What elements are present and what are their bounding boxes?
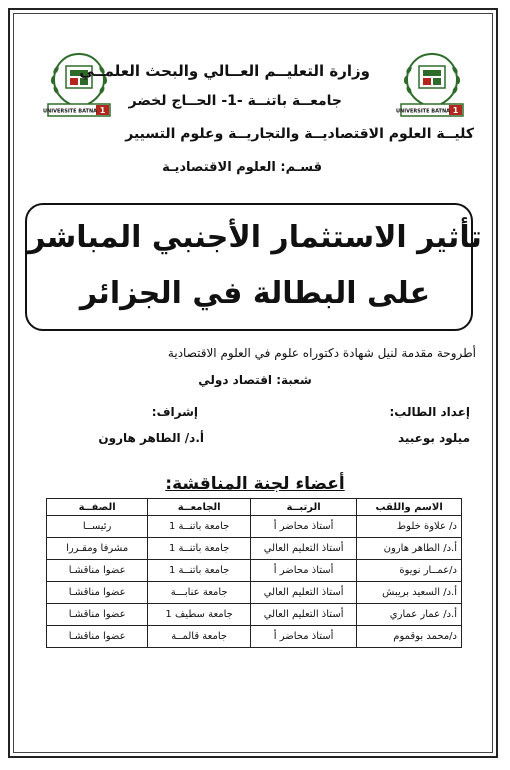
member-role: عضوا مناقشـا <box>47 604 148 626</box>
table-row <box>47 582 462 604</box>
university-logo-left <box>40 48 118 122</box>
thesis-title-line-2: على البطالة في الجزائر <box>79 276 431 311</box>
member-university: جامعة باتنــة 1 <box>148 516 251 538</box>
table-row <box>47 560 462 582</box>
student-label: إعداد الطالب: <box>389 405 470 419</box>
member-rank: أستاذ التعليم العالي <box>251 538 357 560</box>
member-university: جامعة سطيف 1 <box>148 604 251 626</box>
table-row <box>47 516 462 538</box>
department-name: قسـم: العلوم الاقتصاديـة <box>162 160 322 175</box>
table-row <box>47 626 462 648</box>
thesis-description: أطروحة مقدمة لنيل شهادة دكتوراه علوم في العلوم الاقتصادية <box>167 346 476 360</box>
supervisor-name: أ.د/ الطاهر هارون <box>98 431 204 445</box>
header-university: الجامعــة <box>148 499 251 516</box>
member-name: د/محمد بوقموم <box>357 626 462 648</box>
member-role: عضوا مناقشـا <box>47 560 148 582</box>
member-rank: أستاذ محاضر أ <box>251 626 357 648</box>
table-row <box>47 538 462 560</box>
member-name: د/عمــار نويوة <box>357 560 462 582</box>
table-row <box>47 604 462 626</box>
jury-header-row <box>47 499 462 516</box>
member-university: جامعة قالمــة <box>148 626 251 648</box>
university-name: جامعــة باتنــة -1- الحــاج لخضر <box>128 93 342 109</box>
jury-title: أعضاء لجنة المناقشة: <box>165 474 345 494</box>
member-name: أ.د/ السعيد بريبش <box>357 582 462 604</box>
header-rank: الرتبــة <box>251 499 357 516</box>
member-rank: أستاذ محاضر أ <box>251 560 357 582</box>
jury-table <box>46 498 462 648</box>
thesis-title-line-1: تأثير الاستثمار الأجنبي المباشر <box>28 220 482 255</box>
member-role: عضوا مناقشـا <box>47 626 148 648</box>
thesis-branch: شعبة: اقتصاد دولي <box>198 373 312 387</box>
member-rank: أستاذ التعليم العالي <box>251 582 357 604</box>
member-role: عضوا مناقشـا <box>47 582 148 604</box>
supervisor-label: إشراف: <box>151 405 198 419</box>
student-name: ميلود بوعبيد <box>397 431 470 445</box>
member-name: أ.د/ الطاهر هارون <box>357 538 462 560</box>
member-name: أ.د/ عمار عماري <box>357 604 462 626</box>
member-university: جامعة باتنــة 1 <box>148 560 251 582</box>
university-logo-right <box>393 48 471 122</box>
header-role: الصفــة <box>47 499 148 516</box>
logo-left-text: UNIVERSITE BATNA <box>42 108 98 115</box>
header-name: الاسم واللقب <box>357 499 462 516</box>
member-rank: أستاذ التعليم العالي <box>251 604 357 626</box>
member-university: جامعة باتنــة 1 <box>148 538 251 560</box>
member-role: رئيســا <box>47 516 148 538</box>
member-name: د/ علاوة خلوط <box>357 516 462 538</box>
member-role: مشرفا ومقـررا <box>47 538 148 560</box>
logo-right-text: UNIVERSITE BATNA <box>395 108 451 115</box>
ministry-name: وزارة التعليــم العــالي والبحث العلمــي <box>79 62 370 80</box>
member-university: جامعة عنابـــة <box>148 582 251 604</box>
member-rank: أستاذ محاضر أ <box>251 516 357 538</box>
faculty-name: كليــة العلوم الاقتصاديــة والتجاريــة وعلوم التسيير <box>125 126 474 142</box>
logo-right-number: 1 <box>452 106 459 115</box>
logo-left-number: 1 <box>99 106 106 115</box>
